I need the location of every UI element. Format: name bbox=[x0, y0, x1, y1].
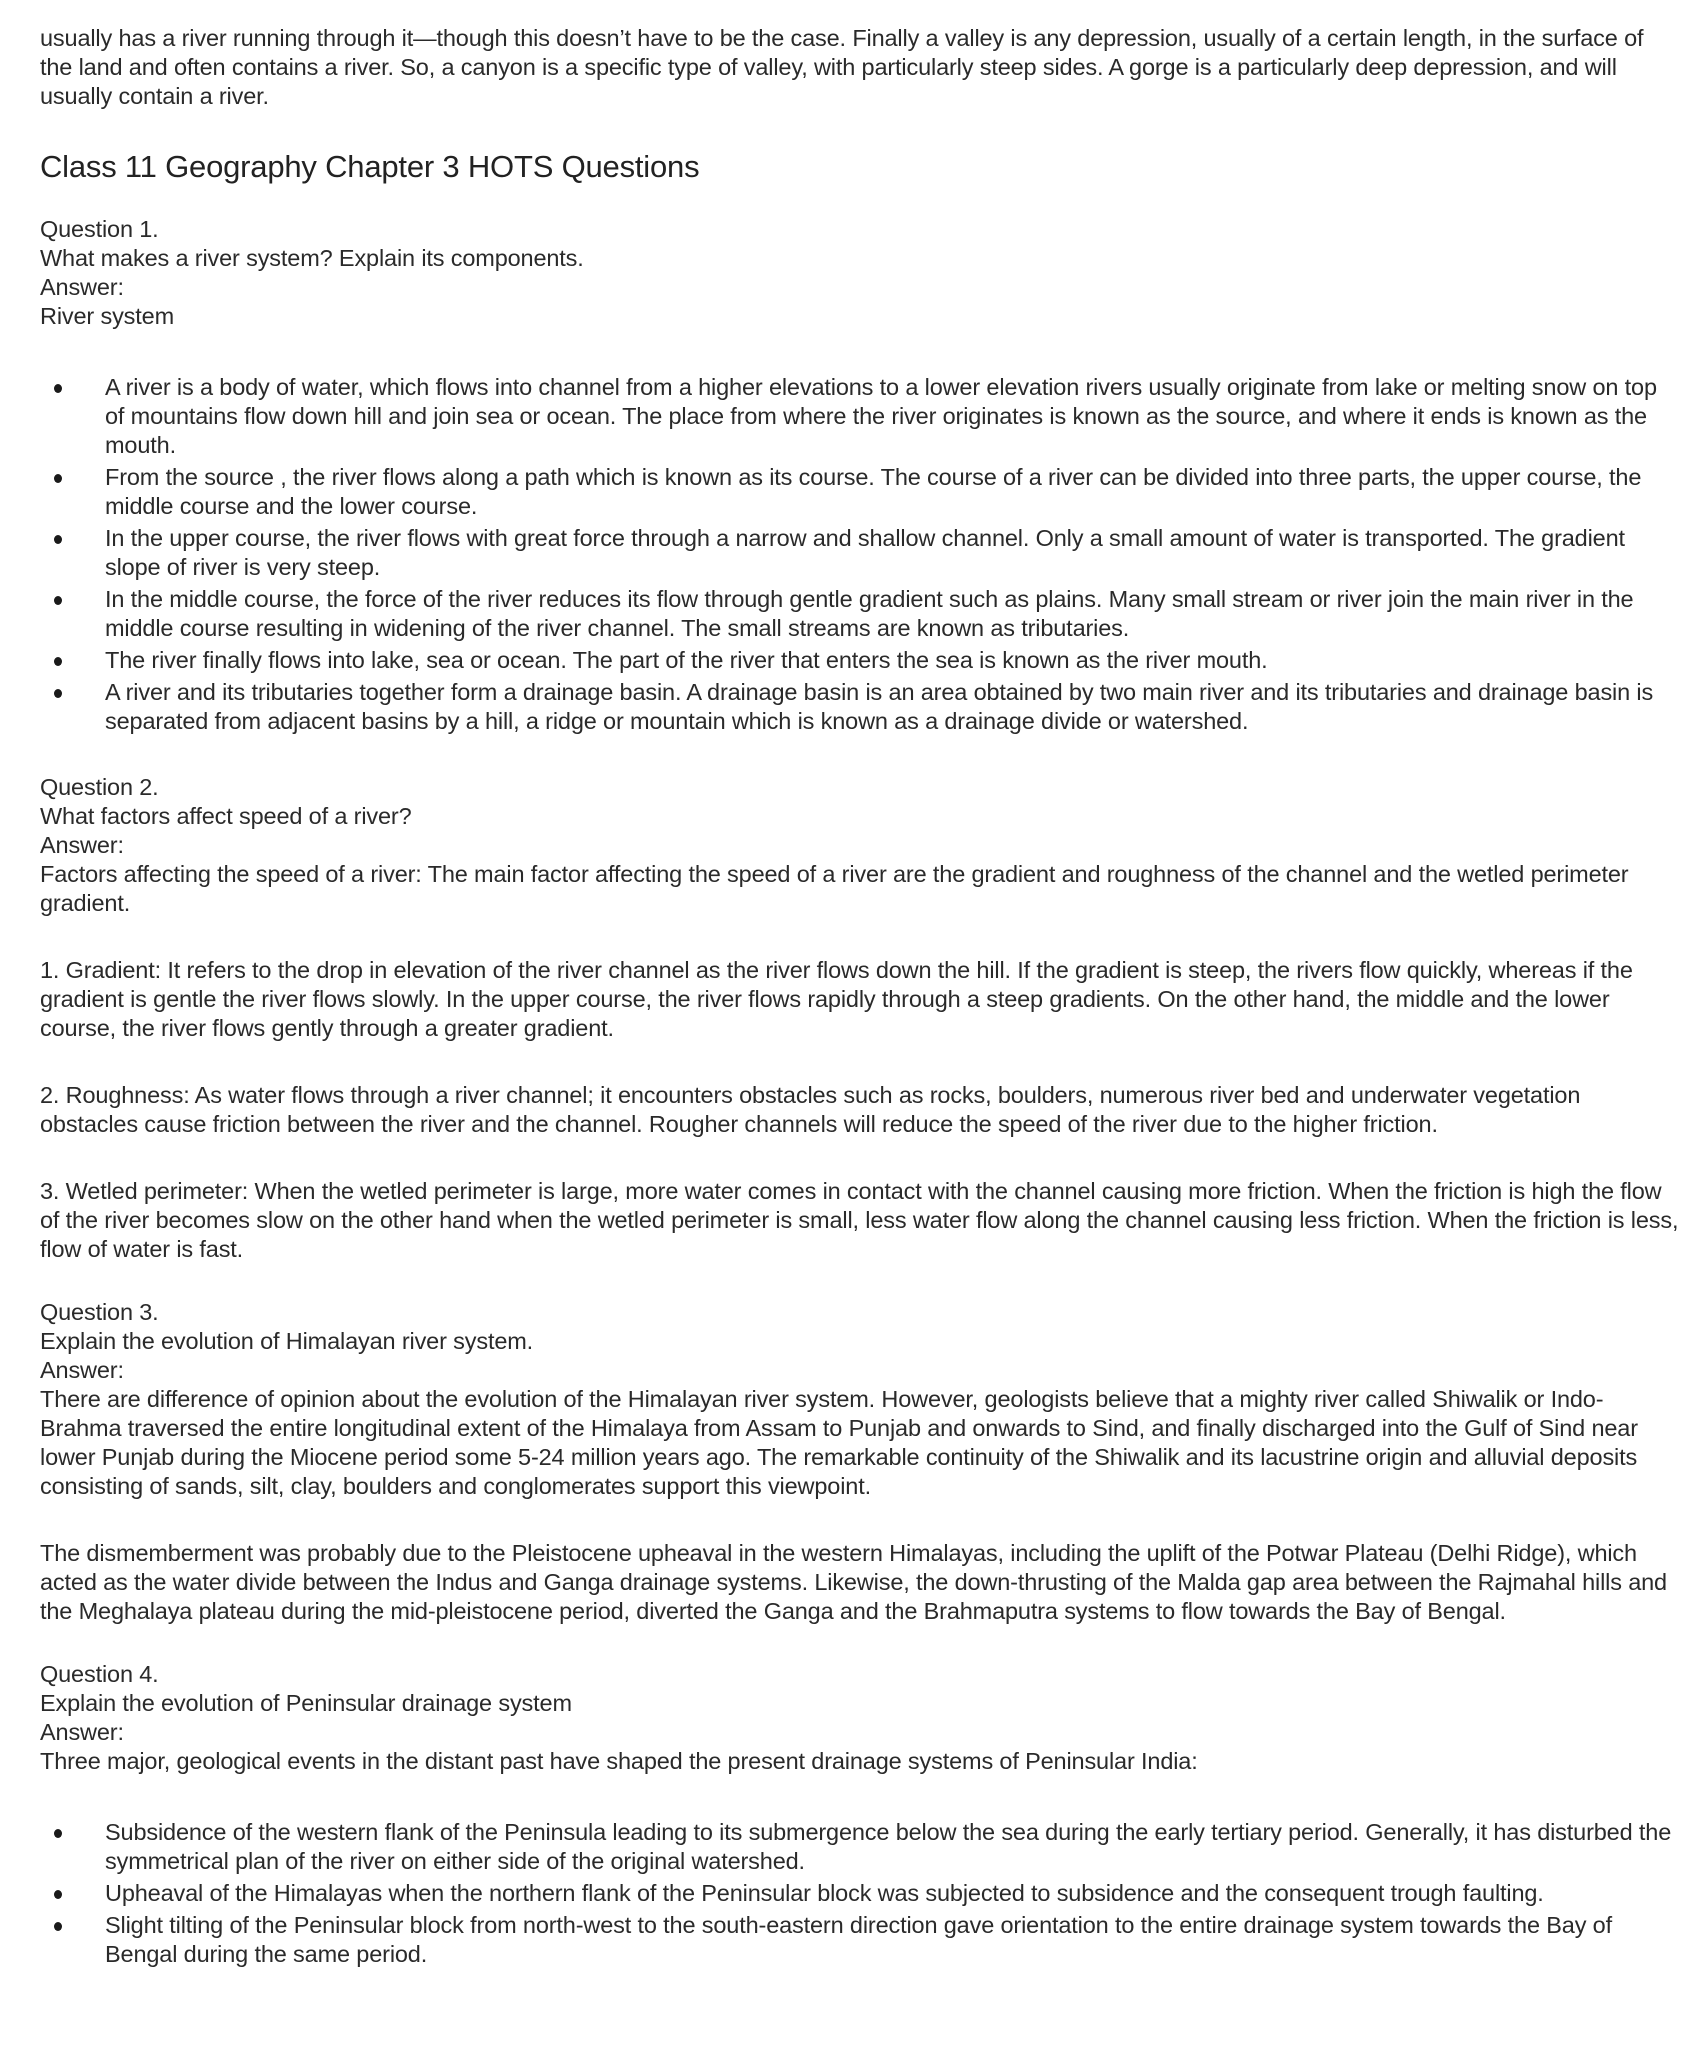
bullet-text: A river is a body of water, which flows into channel from a higher elevations to a lower elevation rivers usually originate from lake or melting snow on top of mountains flow down hill and join sea or ocean. The place from where the river originates is known as the source, and where it ends is known as the mouth. bbox=[105, 374, 1657, 458]
question-4 bbox=[40, 1660, 1680, 1969]
answer-paragraph: 3. Wetled perimeter: When the wetled perimeter is large, more water comes in contact with the channel causing more friction. When the friction is high the flow of the river becomes slow on the other hand when the wetled perimeter is small, less water flow along the channel causing less friction. When the friction is less, flow of water is fast. bbox=[40, 1178, 1679, 1262]
document-page bbox=[40, 0, 1680, 1972]
question-text: What factors affect speed of a river? bbox=[40, 803, 412, 829]
question-text: What makes a river system? Explain its components. bbox=[40, 245, 584, 271]
bullet-icon bbox=[54, 657, 62, 666]
answer-label: Answer: bbox=[40, 832, 124, 858]
answer-label: Answer: bbox=[40, 1357, 124, 1383]
bullet-item bbox=[40, 585, 1680, 643]
answer-intro: Three major, geological events in the distant past have shaped the present drainage systems of Peninsular India: bbox=[40, 1748, 1198, 1774]
bullet-text: Slight tilting of the Peninsular block from north-west to the south-eastern direction gave orientation to the entire drainage system towards the Bay of Bengal during the same period. bbox=[105, 1912, 1612, 1967]
bullet-item bbox=[40, 524, 1680, 582]
answer-intro: River system bbox=[40, 303, 174, 329]
question-1 bbox=[40, 215, 1680, 736]
answer-label: Answer: bbox=[40, 274, 124, 300]
section-title: Class 11 Geography Chapter 3 HOTS Questions bbox=[40, 149, 700, 184]
answer-paragraph: The dismemberment was probably due to the Pleistocene upheaval in the western Himalayas, including the uplift of the Potwar Plateau (Delhi Ridge), which acted as the water divide between the Indus and Ganga drainage systems. Likewise, the down-thrusting of the Malda gap area between the Rajmahal hills and the Meghalaya plateau during the mid-pleistocene period, diverted the Ganga and the Brahmaputra systems to flow towards the Bay of Bengal. bbox=[40, 1540, 1667, 1624]
bullet-text: From the source , the river flows along a path which is known as its course. The course of a river can be divided into three parts, the upper course, the middle course and the lower course. bbox=[105, 464, 1642, 519]
bullet-icon bbox=[54, 1829, 62, 1838]
question-label: Question 2. bbox=[40, 774, 159, 800]
answer-bullet-list bbox=[40, 373, 1680, 736]
bullet-text: Subsidence of the western flank of the Peninsula leading to its submergence below the sea during the early tertiary period. Generally, it has disturbed the symmetrical plan of the river on either side of the original watershed. bbox=[105, 1819, 1672, 1874]
bullet-text: A river and its tributaries together form a drainage basin. A drainage basin is an area obtained by two main river and its tributaries and drainage basin is separated from adjacent basins by a hill, a ridge or mountain which is known as a drainage divide or watershed. bbox=[105, 679, 1654, 734]
bullet-item bbox=[40, 463, 1680, 521]
intro-paragraph: usually has a river running through it—though this doesn’t have to be the case. Finally a valley is any depression, usually of a certain length, in the surface of the land and often contains a river. So, a canyon is a specific type of valley, with particularly steep sides. A gorge is a particularly deep depression, and will usually contain a river. bbox=[40, 25, 1644, 109]
answer-intro: Factors affecting the speed of a river: The main factor affecting the speed of a river are the gradient and roughness of the channel and the wetled perimeter gradient. bbox=[40, 861, 1629, 916]
bullet-icon bbox=[54, 689, 62, 698]
bullet-icon bbox=[54, 474, 62, 483]
question-label: Question 1. bbox=[40, 216, 159, 242]
bullet-text: In the middle course, the force of the river reduces its flow through gentle gradient such as plains. Many small stream or river join the main river in the middle course resulting in widening of the river channel. The small streams are known as tributaries. bbox=[105, 586, 1634, 641]
question-text: Explain the evolution of Peninsular drainage system bbox=[40, 1690, 572, 1716]
bullet-item bbox=[40, 373, 1680, 460]
question-label: Question 3. bbox=[40, 1299, 159, 1325]
bullet-item bbox=[40, 646, 1680, 675]
bullet-item bbox=[40, 1879, 1680, 1908]
answer-intro: There are difference of opinion about the evolution of the Himalayan river system. However, geologists believe that a mighty river called Shiwalik or Indo-Brahma traversed the entire longitudinal extent of the Himalaya from Assam to Punjab and onwards to Sind, and finally discharged into the Gulf of Sind near lower Punjab during the Miocene period some 5-24 million years ago. The remarkable continuity of the Shiwalik and its lacustrine origin and alluvial deposits consisting of sands, silt, clay, boulders and conglomerates support this viewpoint. bbox=[40, 1386, 1638, 1499]
bullet-icon bbox=[54, 535, 62, 544]
bullet-icon bbox=[54, 1922, 62, 1931]
bullet-text: The river finally flows into lake, sea or ocean. The part of the river that enters the sea is known as the river mouth. bbox=[105, 647, 1268, 673]
bullet-icon bbox=[54, 384, 62, 393]
question-text: Explain the evolution of Himalayan river system. bbox=[40, 1328, 534, 1354]
bullet-icon bbox=[54, 1890, 62, 1899]
answer-paragraph: 2. Roughness: As water flows through a river channel; it encounters obstacles such as rocks, boulders, numerous river bed and underwater vegetation obstacles cause friction between the river and the channel. Rougher channels will reduce the speed of the river due to the higher friction. bbox=[40, 1082, 1581, 1137]
question-3 bbox=[40, 1298, 1680, 1626]
answer-label: Answer: bbox=[40, 1719, 124, 1745]
bullet-item bbox=[40, 678, 1680, 736]
question-2 bbox=[40, 773, 1680, 1264]
question-label: Question 4. bbox=[40, 1661, 159, 1687]
answer-bullet-list bbox=[40, 1818, 1680, 1969]
bullet-text: In the upper course, the river flows with great force through a narrow and shallow channel. Only a small amount of water is transported. The gradient slope of river is very steep. bbox=[105, 525, 1625, 580]
bullet-item bbox=[40, 1911, 1680, 1969]
bullet-icon bbox=[54, 596, 62, 605]
bullet-text: Upheaval of the Himalayas when the northern flank of the Peninsular block was subjected to subsidence and the consequent trough faulting. bbox=[105, 1880, 1544, 1906]
answer-paragraph: 1. Gradient: It refers to the drop in elevation of the river channel as the river flows down the hill. If the gradient is steep, the rivers flow quickly, whereas if the gradient is gentle the river flows slowly. In the upper course, the river flows rapidly through a steep gradients. On the other hand, the middle and the lower course, the river flows gently through a greater gradient. bbox=[40, 957, 1633, 1041]
bullet-item bbox=[40, 1818, 1680, 1876]
